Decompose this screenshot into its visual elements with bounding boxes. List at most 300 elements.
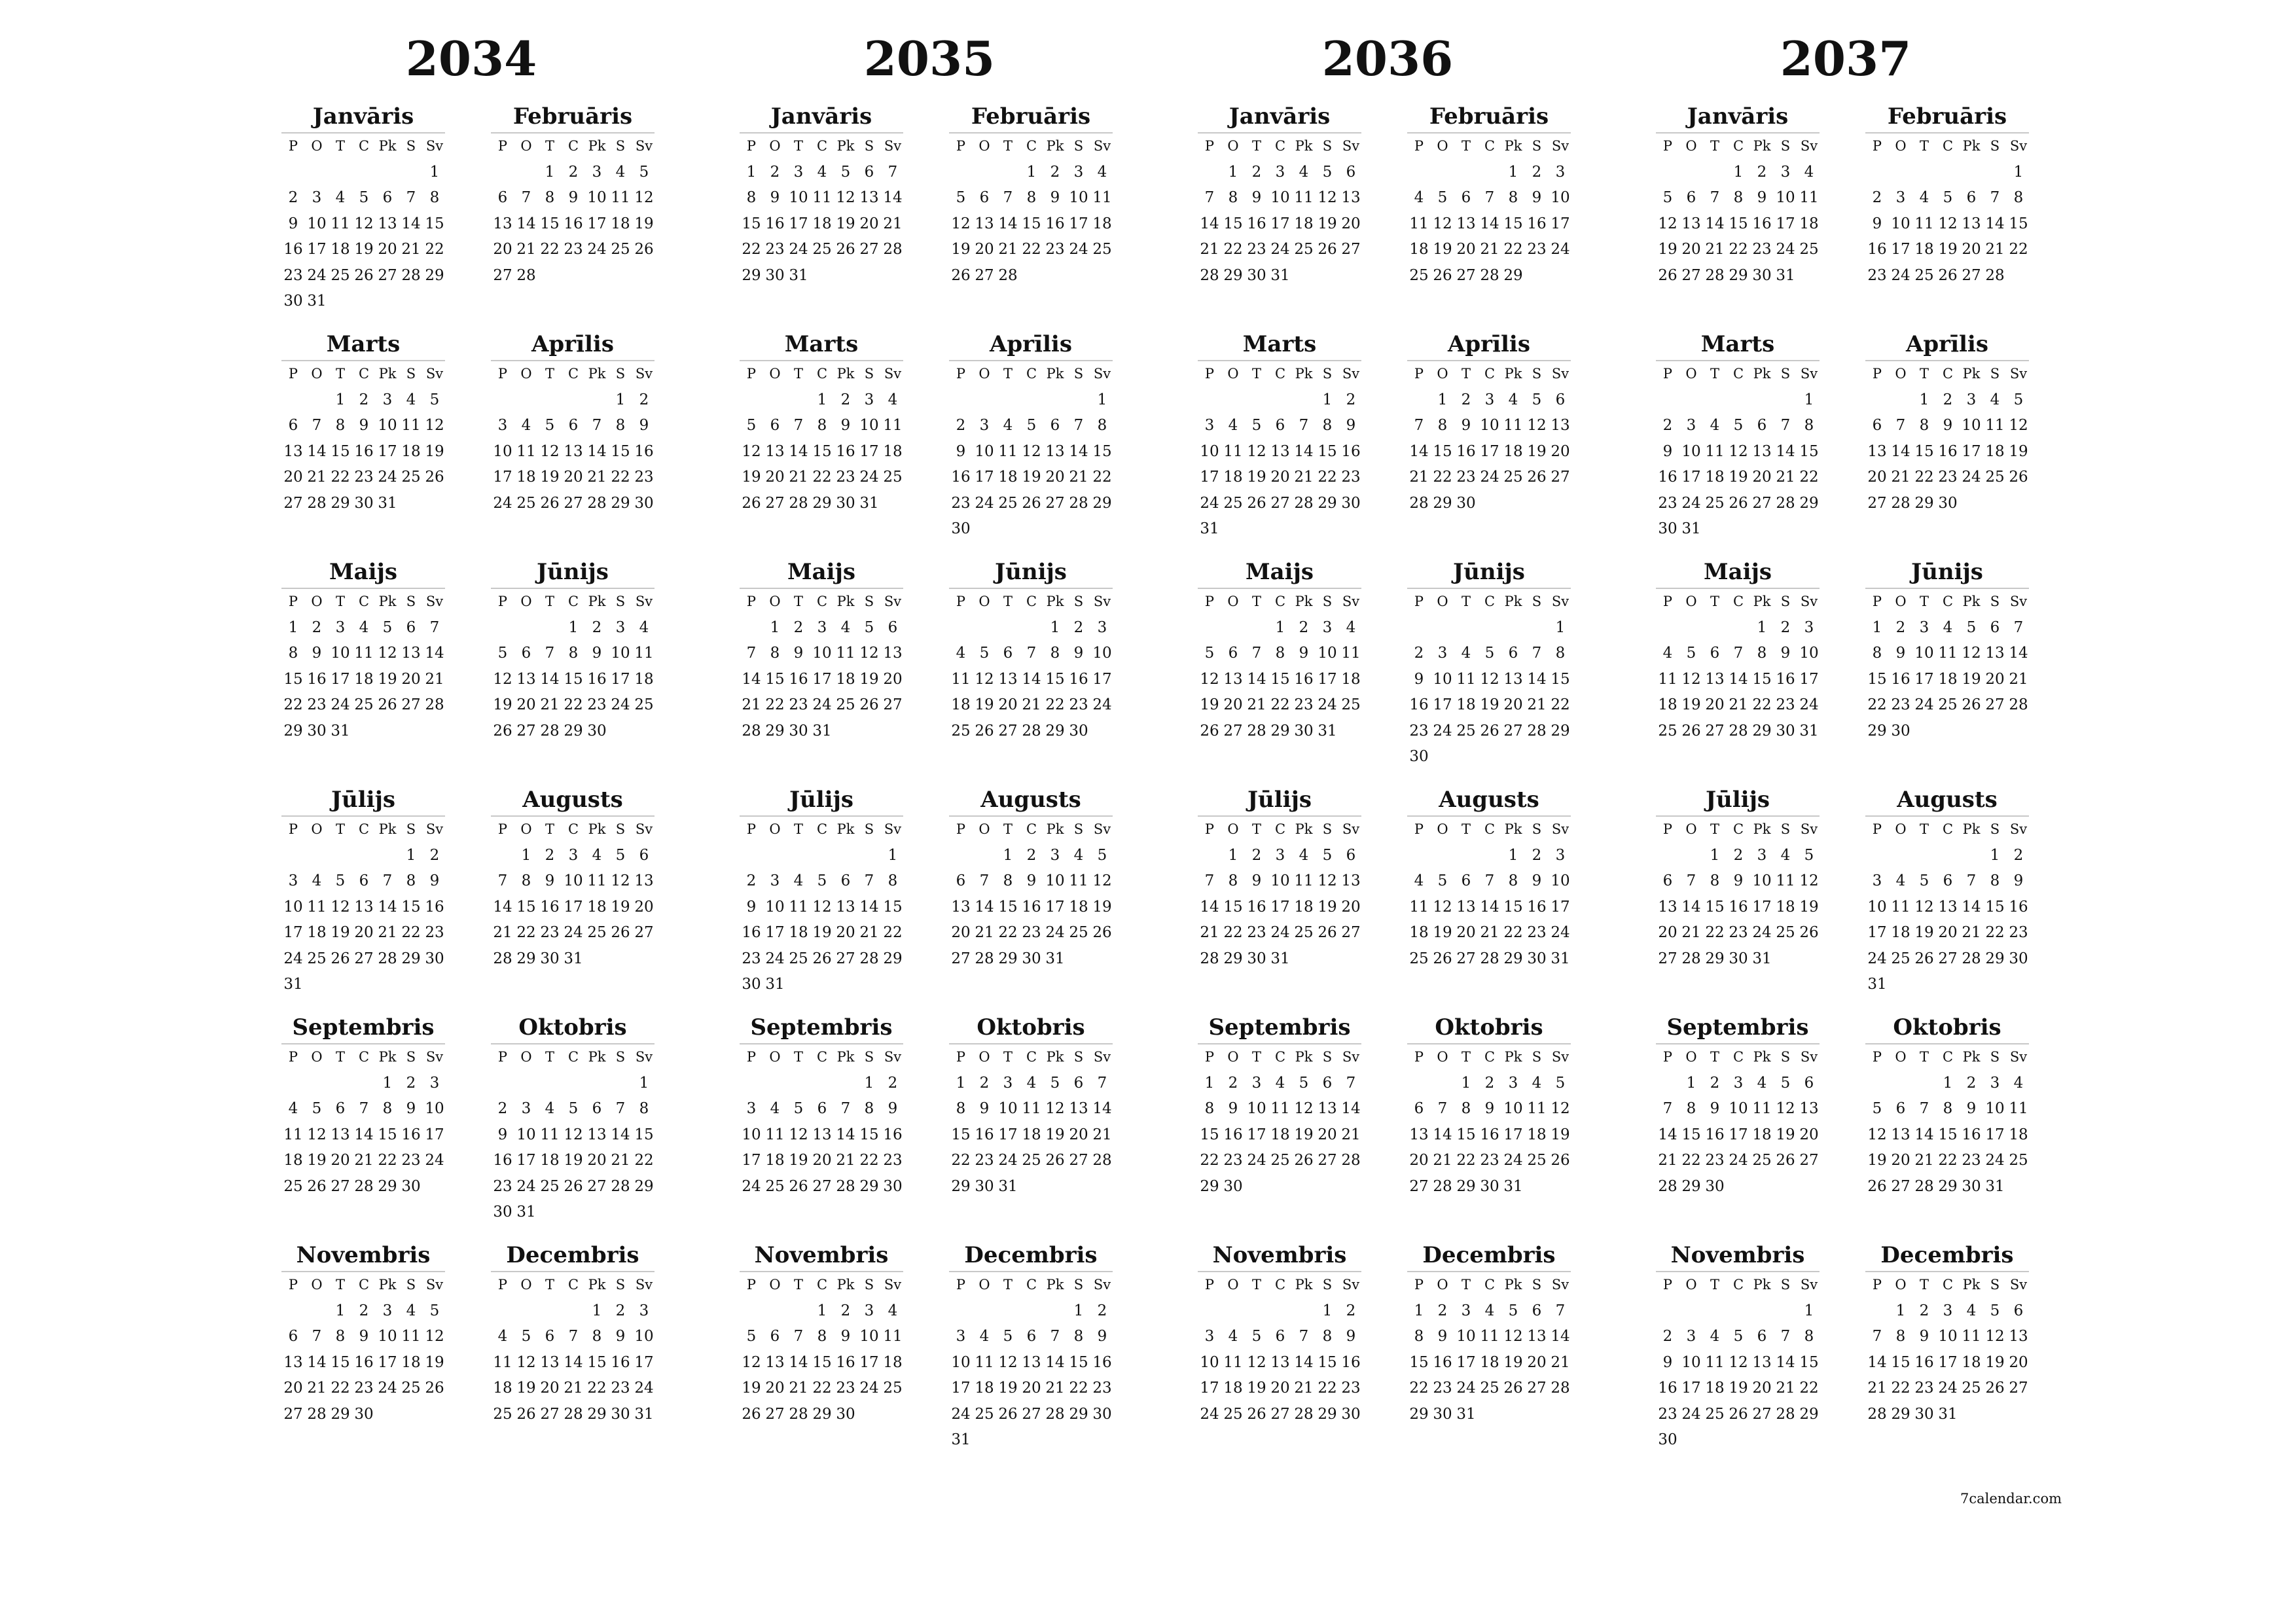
weekday-header: Sv (1800, 138, 1818, 154)
day-cell: 12 (1938, 215, 1958, 232)
day-cell: 20 (1705, 696, 1725, 713)
month-grid (1198, 1272, 1363, 1427)
month-name: Jūnijs (1911, 559, 1983, 585)
empty-day-cell (996, 160, 1020, 186)
day-cell: 1 (615, 391, 626, 408)
year-title: 2037 (1780, 31, 1912, 86)
weekday-header: P (497, 594, 508, 609)
day-cell: 24 (765, 950, 785, 967)
month-block (1198, 330, 1361, 546)
day-cell: 30 (611, 1405, 630, 1423)
month-block (949, 1013, 1113, 1229)
day-cell: 14 (1294, 442, 1314, 460)
day-cell: 12 (611, 872, 630, 889)
day-cell: 7 (1484, 189, 1495, 206)
day-cell: 9 (1251, 872, 1262, 889)
day-cell: 9 (1026, 872, 1037, 889)
day-cell: 13 (998, 670, 1018, 688)
day-cell: 15 (1799, 1353, 1819, 1371)
day-cell: 1 (1026, 163, 1037, 181)
day-cell: 16 (1527, 898, 1547, 916)
weekday-header: P (746, 1277, 757, 1293)
day-cell: 16 (1867, 241, 1887, 258)
day-cell: 15 (1270, 670, 1290, 688)
weekday-header: O (769, 138, 781, 154)
weekday-header: Pk (836, 1049, 855, 1065)
day-cell: 11 (998, 442, 1018, 460)
month-grid (740, 589, 905, 744)
day-cell: 8 (1322, 1328, 1333, 1345)
day-cell: 15 (401, 898, 421, 916)
weekday-header: Pk (836, 366, 855, 382)
weekday-header: T (1461, 366, 1471, 382)
month-grid (1407, 589, 1572, 770)
empty-day-cell (740, 387, 763, 414)
weekday-header: O (769, 1049, 781, 1065)
day-cell: 30 (1069, 722, 1088, 740)
day-cell: 19 (742, 469, 761, 486)
weekday-header: Sv (1800, 366, 1818, 382)
month-block (740, 330, 903, 546)
weekday-header: S (1990, 138, 2000, 154)
empty-day-cell (1703, 387, 1727, 414)
weekday-header: T (793, 821, 803, 837)
month-name: Augusts (522, 787, 623, 813)
day-cell: 27 (859, 241, 879, 258)
month-block (1198, 1241, 1361, 1457)
day-cell: 25 (1409, 950, 1429, 967)
day-cell: 15 (587, 1353, 607, 1371)
day-cell: 6 (840, 872, 851, 889)
weekday-header: Sv (884, 1277, 902, 1293)
day-cell: 12 (307, 1126, 327, 1143)
day-cell: 5 (568, 1100, 579, 1117)
day-cell: 23 (1409, 722, 1429, 740)
day-cell: 18 (1962, 1353, 1981, 1371)
day-cell: 8 (1228, 872, 1238, 889)
weekday-header: O (1895, 366, 1907, 382)
day-cell: 3 (1461, 1302, 1471, 1319)
day-cell: 5 (1251, 417, 1262, 434)
weekday-header: T (1710, 138, 1719, 154)
day-cell: 11 (331, 215, 350, 232)
day-cell: 13 (1456, 215, 1476, 232)
day-cell: 8 (746, 189, 757, 206)
day-cell: 10 (1200, 1353, 1219, 1371)
day-cell: 16 (1223, 1126, 1243, 1143)
month-block (491, 785, 655, 1001)
day-cell: 6 (359, 872, 369, 889)
day-cell: 7 (1003, 189, 1013, 206)
day-cell: 22 (1022, 241, 1041, 258)
empty-day-cell (1431, 1071, 1454, 1097)
day-cell: 4 (956, 645, 966, 662)
day-cell: 29 (1503, 266, 1523, 284)
day-cell: 11 (1776, 872, 1795, 889)
day-cell: 17 (493, 469, 512, 486)
weekday-header: T (1919, 594, 1929, 609)
day-cell: 15 (1799, 442, 1819, 460)
day-cell: 9 (840, 1328, 851, 1345)
day-cell: 7 (2013, 618, 2024, 636)
day-cell: 27 (516, 722, 536, 740)
day-cell: 5 (1322, 846, 1333, 864)
day-cell: 24 (1962, 469, 1981, 486)
day-cell: 23 (587, 696, 607, 713)
empty-day-cell (305, 843, 329, 869)
day-cell: 4 (521, 417, 531, 434)
day-cell: 14 (1658, 1126, 1677, 1143)
empty-day-cell (1656, 615, 1679, 641)
day-cell: 5 (545, 417, 555, 434)
weekday-header: O (1685, 1277, 1697, 1293)
day-cell: 27 (1799, 1152, 1819, 1169)
day-cell: 6 (1003, 645, 1013, 662)
day-cell: 8 (545, 189, 555, 206)
day-cell: 23 (1456, 469, 1476, 486)
day-cell: 26 (331, 950, 350, 967)
weekday-header: S (1322, 821, 1333, 837)
weekday-header: O (520, 821, 532, 837)
day-cell: 9 (1461, 417, 1471, 434)
month-name: Aprīlis (1906, 331, 1988, 357)
day-cell: 23 (836, 1380, 855, 1397)
weekday-header: Pk (1295, 366, 1313, 382)
month-block (281, 330, 445, 546)
day-cell: 27 (1938, 950, 1958, 967)
day-cell: 26 (742, 494, 761, 512)
weekday-header: Pk (378, 1049, 397, 1065)
day-cell: 8 (1943, 1100, 1953, 1117)
day-cell: 14 (516, 215, 536, 232)
month-block (281, 1013, 445, 1229)
day-cell: 28 (1705, 266, 1725, 284)
day-cell: 17 (998, 1126, 1018, 1143)
day-cell: 4 (1895, 872, 1906, 889)
day-cell: 29 (1891, 1405, 1910, 1423)
day-cell: 25 (1776, 924, 1795, 941)
day-cell: 10 (742, 1126, 761, 1143)
weekday-header: C (1484, 821, 1496, 837)
day-cell: 11 (401, 417, 421, 434)
empty-day-cell (305, 387, 329, 414)
day-cell: 30 (1480, 1177, 1499, 1195)
empty-day-cell (949, 1298, 973, 1325)
day-cell: 23 (1705, 1152, 1725, 1169)
day-cell: 27 (283, 494, 303, 512)
day-cell: 28 (1247, 722, 1266, 740)
month-grid (281, 134, 446, 315)
weekday-header: Pk (588, 366, 606, 382)
day-cell: 25 (1270, 1152, 1290, 1169)
weekday-header: Pk (1504, 138, 1522, 154)
day-cell: 19 (1480, 696, 1499, 713)
empty-day-cell (1656, 1071, 1679, 1097)
day-cell: 4 (1508, 391, 1518, 408)
empty-day-cell (281, 1071, 305, 1097)
day-cell: 3 (521, 1100, 531, 1117)
day-cell: 25 (1962, 1380, 1981, 1397)
empty-day-cell (1020, 615, 1043, 641)
day-cell: 27 (587, 1177, 607, 1195)
day-cell: 15 (516, 898, 536, 916)
day-cell: 22 (425, 241, 444, 258)
day-cell: 22 (331, 1380, 350, 1397)
day-cell: 27 (634, 924, 654, 941)
day-cell: 20 (1270, 1380, 1290, 1397)
day-cell: 1 (1733, 163, 1744, 181)
weekday-header: P (746, 594, 757, 609)
day-cell: 4 (1966, 1302, 1977, 1319)
weekday-header: T (1461, 138, 1471, 154)
day-cell: 18 (1092, 215, 1112, 232)
day-cell: 17 (1247, 1126, 1266, 1143)
day-cell: 27 (354, 950, 374, 967)
day-cell: 8 (1275, 645, 1285, 662)
day-cell: 31 (1867, 976, 1887, 993)
day-cell: 20 (283, 469, 303, 486)
month-block (740, 1013, 903, 1229)
day-cell: 17 (1069, 215, 1088, 232)
weekday-header: C (1274, 1049, 1286, 1065)
day-cell: 26 (1551, 1152, 1570, 1169)
weekday-header: P (497, 1049, 508, 1065)
day-cell: 30 (1776, 722, 1795, 740)
day-cell: 6 (1895, 1100, 1906, 1117)
day-cell: 26 (859, 696, 879, 713)
day-cell: 30 (1294, 722, 1314, 740)
day-cell: 20 (836, 924, 855, 941)
day-cell: 31 (1938, 1405, 1958, 1423)
day-cell: 20 (540, 1380, 560, 1397)
weekday-header: Pk (588, 1049, 606, 1065)
day-cell: 10 (1200, 442, 1219, 460)
day-cell: 5 (359, 189, 369, 206)
month-name: Marts (1242, 331, 1317, 357)
day-cell: 17 (587, 215, 607, 232)
day-cell: 6 (639, 846, 649, 864)
weekday-header: Sv (425, 138, 444, 154)
day-cell: 15 (951, 1126, 971, 1143)
day-cell: 31 (1799, 722, 1819, 740)
day-cell: 15 (1938, 1126, 1958, 1143)
month-block (491, 1013, 655, 1229)
day-cell: 18 (1341, 670, 1361, 688)
weekday-header: C (358, 594, 370, 609)
empty-day-cell (996, 387, 1020, 414)
month-block (1198, 1013, 1361, 1229)
empty-day-cell (1221, 387, 1245, 414)
month-block (1656, 558, 1820, 774)
weekday-header: O (1685, 594, 1697, 609)
day-cell: 2 (1299, 618, 1309, 636)
day-cell: 19 (1681, 696, 1701, 713)
day-cell: 2 (429, 846, 440, 864)
day-cell: 23 (1962, 1152, 1981, 1169)
day-cell: 16 (1456, 442, 1476, 460)
day-cell: 19 (1729, 469, 1748, 486)
weekday-header: Sv (635, 138, 653, 154)
day-cell: 19 (998, 1380, 1018, 1397)
day-cell: 2 (1895, 618, 1906, 636)
day-cell: 18 (1752, 1126, 1772, 1143)
weekday-header: C (1732, 138, 1744, 154)
day-cell: 28 (401, 266, 421, 284)
weekday-header: S (406, 138, 416, 154)
empty-day-cell (1865, 387, 1889, 414)
day-cell: 13 (1551, 417, 1570, 434)
day-cell: 8 (1437, 417, 1448, 434)
weekday-header: S (1532, 1277, 1542, 1293)
day-cell: 7 (1780, 417, 1791, 434)
weekday-header: T (335, 366, 345, 382)
day-cell: 22 (1551, 696, 1570, 713)
day-cell: 5 (1322, 163, 1333, 181)
weekday-header: P (497, 366, 508, 382)
weekday-header: S (1322, 1277, 1333, 1293)
day-cell: 3 (382, 1302, 393, 1319)
day-cell: 29 (1223, 950, 1243, 967)
weekday-header: S (864, 1277, 874, 1293)
weekday-header: P (956, 821, 966, 837)
day-cell: 18 (2009, 1126, 2028, 1143)
day-cell: 10 (1551, 189, 1570, 206)
day-cell: 1 (1686, 1074, 1696, 1092)
weekday-header: P (1204, 594, 1215, 609)
empty-day-cell (562, 1298, 585, 1325)
day-cell: 5 (864, 618, 874, 636)
day-cell: 27 (1705, 722, 1725, 740)
day-cell: 21 (742, 696, 761, 713)
day-cell: 3 (1919, 618, 1929, 636)
weekday-header: S (406, 594, 416, 609)
empty-day-cell (1407, 387, 1431, 414)
weekday-header: C (1942, 821, 1954, 837)
empty-day-cell (329, 843, 352, 869)
day-cell: 8 (2013, 189, 2024, 206)
empty-day-cell (834, 843, 857, 869)
day-cell: 19 (425, 1353, 444, 1371)
month-name: Jūlijs (331, 787, 396, 813)
day-cell: 21 (1022, 696, 1041, 713)
day-cell: 2 (568, 163, 579, 181)
day-cell: 22 (1200, 1152, 1219, 1169)
weekday-header: P (288, 1277, 298, 1293)
month-block (1865, 785, 2029, 1001)
day-cell: 4 (639, 618, 649, 636)
day-cell: 16 (1658, 1380, 1677, 1397)
day-cell: 12 (634, 189, 654, 206)
day-cell: 4 (545, 1100, 555, 1117)
day-cell: 8 (817, 417, 827, 434)
day-cell: 27 (1891, 1177, 1910, 1195)
empty-day-cell (538, 615, 562, 641)
day-cell: 30 (1752, 266, 1772, 284)
day-cell: 23 (425, 924, 444, 941)
day-cell: 19 (1527, 442, 1547, 460)
weekday-header: Pk (1962, 366, 1981, 382)
day-cell: 4 (1414, 872, 1424, 889)
day-cell: 28 (564, 1405, 583, 1423)
day-cell: 14 (1247, 670, 1266, 688)
day-cell: 28 (1069, 494, 1088, 512)
day-cell: 27 (765, 494, 785, 512)
day-cell: 9 (359, 1328, 369, 1345)
day-cell: 30 (1962, 1177, 1981, 1195)
weekday-header: T (1003, 1049, 1013, 1065)
day-cell: 12 (1681, 670, 1701, 688)
day-cell: 3 (1275, 163, 1285, 181)
day-cell: 1 (639, 1074, 649, 1092)
day-cell: 11 (307, 898, 327, 916)
day-cell: 7 (521, 189, 531, 206)
day-cell: 18 (1270, 1126, 1290, 1143)
day-cell: 21 (1914, 1152, 1934, 1169)
day-cell: 4 (1228, 1328, 1238, 1345)
day-cell: 3 (1050, 846, 1060, 864)
weekday-header: O (311, 1277, 323, 1293)
day-cell: 17 (742, 1152, 761, 1169)
empty-day-cell (996, 1298, 1020, 1325)
day-cell: 7 (568, 1328, 579, 1345)
empty-day-cell (1221, 1298, 1245, 1325)
day-cell: 7 (979, 872, 990, 889)
day-cell: 18 (516, 469, 536, 486)
day-cell: 14 (1200, 215, 1219, 232)
month-name: Septembris (1666, 1014, 1809, 1041)
day-cell: 14 (1409, 442, 1429, 460)
day-cell: 25 (2009, 1152, 2028, 1169)
day-cell: 26 (2009, 469, 2028, 486)
empty-day-cell (281, 843, 305, 869)
day-cell: 24 (1200, 1405, 1219, 1423)
day-cell: 13 (1799, 1100, 1819, 1117)
weekday-header: O (1685, 366, 1697, 382)
day-cell: 24 (1681, 494, 1701, 512)
day-cell: 7 (592, 417, 602, 434)
day-cell: 11 (1456, 670, 1476, 688)
empty-day-cell (1750, 1298, 1774, 1325)
day-cell: 18 (1705, 469, 1725, 486)
day-cell: 8 (429, 189, 440, 206)
day-cell: 15 (1456, 1126, 1476, 1143)
empty-day-cell (996, 615, 1020, 641)
weekday-header: Pk (1504, 594, 1522, 609)
day-cell: 27 (564, 494, 583, 512)
day-cell: 8 (956, 1100, 966, 1117)
weekday-header: T (1251, 138, 1261, 154)
day-cell: 3 (864, 1302, 874, 1319)
month-name: Jūnijs (995, 559, 1067, 585)
day-cell: 11 (1022, 1100, 1041, 1117)
weekday-header: S (1780, 366, 1791, 382)
day-cell: 6 (592, 1100, 602, 1117)
day-cell: 21 (1551, 1353, 1570, 1371)
empty-day-cell (1407, 160, 1431, 186)
day-cell: 4 (359, 618, 369, 636)
weekday-header: C (1484, 1049, 1496, 1065)
day-cell: 10 (1681, 1353, 1701, 1371)
day-cell: 12 (354, 215, 374, 232)
weekday-header: O (978, 1277, 990, 1293)
day-cell: 3 (1003, 1074, 1013, 1092)
day-cell: 5 (1780, 1074, 1791, 1092)
empty-day-cell (538, 1298, 562, 1325)
day-cell: 8 (1804, 1328, 1814, 1345)
day-cell: 4 (2013, 1074, 2024, 1092)
empty-day-cell (740, 1071, 763, 1097)
day-cell: 1 (1804, 1302, 1814, 1319)
